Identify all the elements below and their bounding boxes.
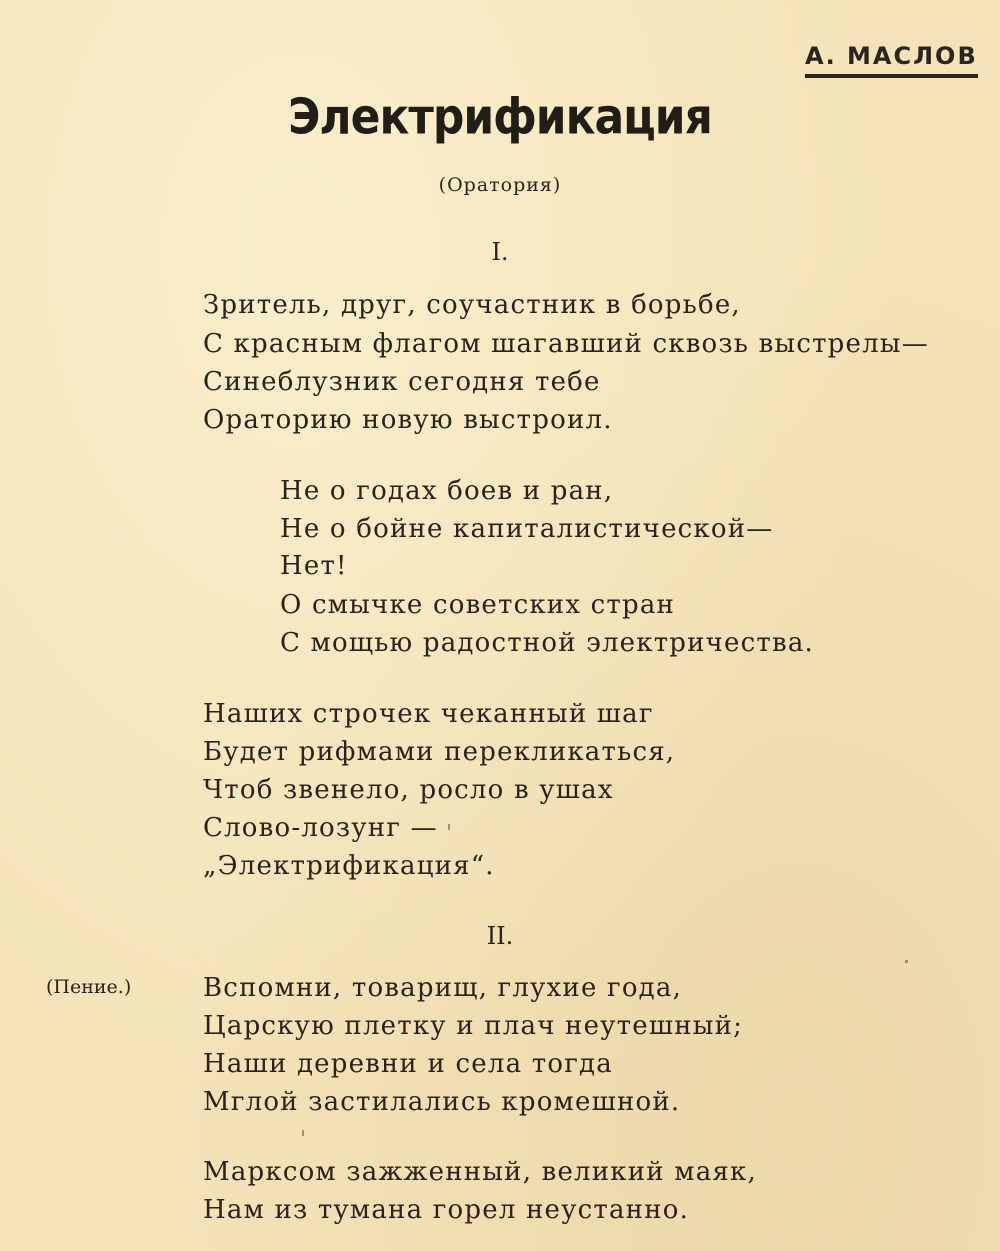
poem-line: Нет! <box>280 551 348 581</box>
poem-line: Слово-лозунг — <box>203 813 438 843</box>
poem-line: С мощью радостной электричества. <box>280 628 814 658</box>
poem-line: Не о годах боев и ран, <box>280 476 614 506</box>
poem-title: Электрификация <box>288 88 712 147</box>
author-name: А. МАСЛОВ <box>805 42 978 78</box>
poem-line: Мглой застилались кромешной. <box>203 1087 681 1117</box>
poem-line: Будет рифмами перекликаться, <box>203 737 676 767</box>
poem-line: Царскую плетку и плач неутешный; <box>203 1011 744 1041</box>
poem-subtitle: (Оратория) <box>438 174 562 196</box>
poem-line: Синеблузник сегодня тебе <box>203 367 601 397</box>
paper-speck <box>448 824 450 830</box>
poem-line: Не о бойне капиталистической— <box>280 514 774 544</box>
poem-line: Наших строчек чеканный шаг <box>203 699 654 729</box>
paper-speck <box>905 960 908 963</box>
poem-line: Нам из тумана горел неустанно. <box>203 1195 690 1225</box>
poem-line: Зритель, друг, соучастник в борьбе, <box>203 290 741 320</box>
poem-line: „Электрификация“. <box>203 851 495 881</box>
poem-line: Вспомни, товарищ, глухие года, <box>203 973 683 1003</box>
poem-line: Наши деревни и села тогда <box>203 1049 613 1079</box>
poem-line: С красным флагом шагавший сквозь выстрелы— <box>203 329 929 359</box>
paper-speck <box>302 1130 304 1136</box>
poem-line: Чтоб звенело, росло в ушах <box>203 775 614 805</box>
section-number-2: II. <box>486 922 514 950</box>
side-note-singing: (Пение.) <box>46 976 132 998</box>
poem-line: О смычке советских стран <box>280 590 676 620</box>
poem-line: Ораторию новую выстроил. <box>203 405 613 435</box>
poem-line: Марксом зажженный, великий маяк, <box>203 1157 757 1187</box>
section-number-1: I. <box>491 238 509 266</box>
